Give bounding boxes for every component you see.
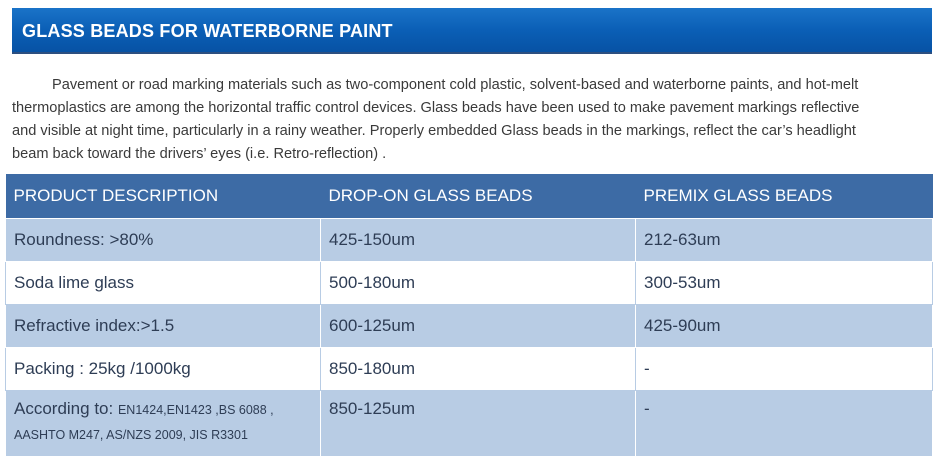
specs-table xyxy=(5,174,933,457)
intro-line: and visible at night time, particularly in a rainy weather. Properly embedded Glass beads in the markings, reflect the car’s headlight xyxy=(12,123,856,139)
table-row xyxy=(6,218,933,261)
intro-line: thermoplastics are among the horizontal traffic control devices. Glass beads have been used to make pavement markings reflective xyxy=(12,100,860,116)
cell-premix: 212-63um xyxy=(636,218,933,261)
table-header-row xyxy=(6,174,933,218)
cell-description: Refractive index:>1.5 xyxy=(6,304,321,347)
cell-premix: - xyxy=(636,347,933,390)
intro-line: beam back toward the drivers’ eyes (i.e. Retro-reflection) . xyxy=(12,146,387,162)
table-row xyxy=(6,261,933,304)
cell-premix: - xyxy=(636,390,933,456)
cell-drop-on: 500-180um xyxy=(321,261,636,304)
according-to-label: According to: xyxy=(14,398,114,418)
cell-description: Roundness: >80% xyxy=(6,218,321,261)
table-row xyxy=(6,347,933,390)
cell-drop-on: 850-125um xyxy=(321,390,636,456)
cell-drop-on: 425-150um xyxy=(321,218,636,261)
header-product-description: PRODUCT DESCRIPTION xyxy=(6,174,321,218)
intro-paragraph xyxy=(12,74,939,166)
table-row xyxy=(6,304,933,347)
table-row xyxy=(6,390,933,456)
header-drop-on: DROP-ON GLASS BEADS xyxy=(321,174,636,218)
cell-drop-on: 600-125um xyxy=(321,304,636,347)
cell-description: Packing : 25kg /1000kg xyxy=(6,347,321,390)
standards-second-line: AASHTO M247, AS/NZS 2009, JIS R3301 xyxy=(14,427,248,442)
cell-premix: 425-90um xyxy=(636,304,933,347)
cell-premix: 300-53um xyxy=(636,261,933,304)
page-banner xyxy=(12,8,932,54)
cell-drop-on: 850-180um xyxy=(321,347,636,390)
cell-description xyxy=(6,390,321,456)
cell-description: Soda lime glass xyxy=(6,261,321,304)
header-premix: PREMIX GLASS BEADS xyxy=(636,174,933,218)
page-title: GLASS BEADS FOR WATERBORNE PAINT xyxy=(22,21,393,41)
standards-inline: EN1424,EN1423 ,BS 6088 , xyxy=(117,402,274,417)
intro-line: Pavement or road marking materials such as two-component cold plastic, solvent-based and waterborne paints, and hot-melt xyxy=(52,77,859,93)
